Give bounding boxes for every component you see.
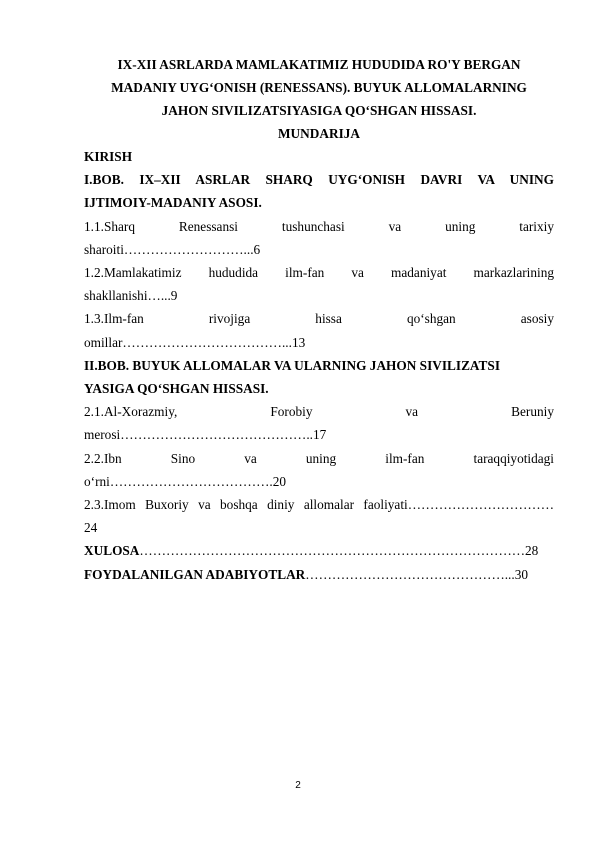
toc-item-line: merosi……………………………………..17 [84,427,327,443]
toc-item-line: 2.3.Imom Buxoriy va boshqa diniy allomalar faoliyati…………………………… [84,497,554,513]
title-line-3: JAHON SIVILIZATSIYASIGA QO‘SHGAN HISSASI. [161,103,477,118]
chapter-1-line-2: IJTIMOIY-MADANIY ASOSI. [84,195,262,211]
toc-heading: MUNDARIJA [278,126,360,141]
toc-item-line: 1.3.Ilm-fan rivojiga hissa qo‘shgan asosiy [84,311,554,327]
toc-item-2-3 [84,493,554,539]
conclusion-leader: ……………………………………………………………………………28 [139,543,539,559]
toc-item-line: 24 [84,520,98,536]
toc-item-1-2 [84,261,554,307]
references-label: FOYDALANILGAN ADABIYOTLAR [84,566,306,582]
toc-item-line: o‘rni……………………………….20 [84,473,287,489]
toc-intro: KIRISH [84,149,133,164]
document-title [84,53,554,145]
toc-item-1-1 [84,215,554,261]
toc-references [84,563,554,586]
toc-chapter-2 [84,354,554,400]
toc-item-2-1 [84,400,554,446]
title-line-1: IX-XII ASRLARDA MAMLAKATIMIZ HUDUDIDA RO'Y BERGAN [117,57,521,72]
toc-item-line: omillar………………………………...13 [84,334,306,350]
document-page [84,53,554,586]
toc-item-1-3 [84,307,554,353]
toc-chapter-1 [84,168,554,214]
toc-item-line: 1.1.Sharq Renessansi tushunchasi va uning tarixiy [84,218,554,234]
title-line-2: MADANIY UYG‘ONISH (RENESSANS). BUYUK ALLOMALARNING [111,80,527,95]
chapter-2-line-1: II.BOB. BUYUK ALLOMALAR VA ULARNING JAHON SIVILIZATSI [84,357,500,373]
chapter-2-line-2: YASIGA QO‘SHGAN HISSASI. [84,381,269,397]
toc-item-line: 2.1.Al-Xorazmiy, Forobiy va Beruniy [84,404,554,420]
toc-item-line: 1.2.Mamlakatimiz hududida ilm-fan va madaniyat markazlarining [84,265,554,281]
toc-item-line: shakllanishi…...9 [84,288,178,304]
page-number: 2 [295,780,301,791]
toc-item-2-2 [84,447,554,493]
toc-conclusion [84,539,554,562]
chapter-1-line-1: I.BOB. IX–XII ASRLAR SHARQ UYG‘ONISH DAVRI VA UNING [84,172,554,188]
toc-item-line: 2.2.Ibn Sino va uning ilm-fan taraqqiyotidagi [84,450,554,466]
conclusion-label: XULOSA [84,543,140,559]
references-leader: ………………………………………...30 [305,566,529,582]
toc-item-line: sharoiti………………………...6 [84,241,261,257]
